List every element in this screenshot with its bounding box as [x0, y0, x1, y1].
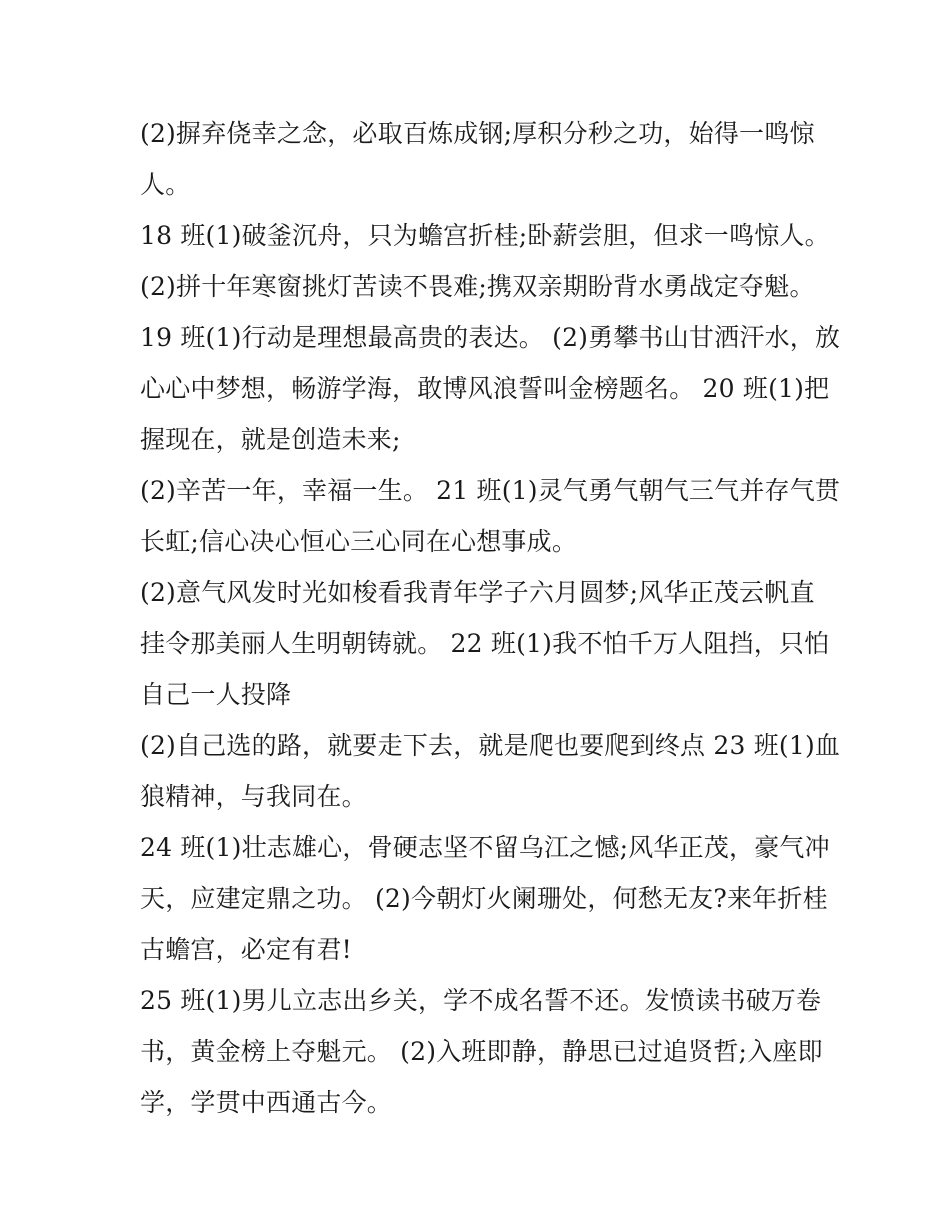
- text-line: 心心中梦想，畅游学海，敢博风浪誓叫金榜题名。 20 班(1)把: [140, 374, 830, 403]
- text-line: 挂令那美丽人生明朝铸就。 22 班(1)我不怕千万人阻挡，只怕: [140, 629, 830, 658]
- text-line: 握现在，就是创造未来;: [140, 425, 401, 454]
- text-line: 天，应建定鼎之功。 (2)今朝灯火阑珊处，何愁无友?来年折桂: [140, 884, 828, 913]
- text-line: (2)自己选的路，就要走下去，就是爬也要爬到终点 23 班(1)血: [140, 731, 841, 760]
- text-line: (2)拼十年寒窗挑灯苦读不畏难;携双亲期盼背水勇战定夺魁。: [140, 272, 815, 301]
- text-line: 书，黄金榜上夺魁元。 (2)入班即静，静思已过追贤哲;入座即: [140, 1037, 823, 1066]
- text-line: 古蟾宫，必定有君!: [140, 935, 352, 964]
- text-line: 狼精神，与我同在。: [140, 782, 367, 811]
- text-line: 18 班(1)破釜沉舟，只为蟾宫折桂;卧薪尝胆，但求一鸣惊人。: [140, 221, 830, 250]
- text-line: 25 班(1)男儿立志出乡关，学不成名誓不还。发愤读书破万卷: [140, 986, 822, 1015]
- document-body: [140, 108, 841, 1128]
- text-line: 自己一人投降: [140, 680, 292, 709]
- text-line: 人。: [140, 170, 191, 199]
- text-line: 学，学贯中西通古今。: [140, 1088, 393, 1117]
- text-line: (2)摒弃侥幸之念，必取百炼成钢;厚积分秒之功，始得一鸣惊: [140, 119, 815, 148]
- text-line: (2)意气风发时光如梭看我青年学子六月圆梦;风华正茂云帆直: [140, 578, 815, 607]
- text-line: 19 班(1)行动是理想最高贵的表达。 (2)勇攀书山甘洒汗水，放: [140, 323, 841, 352]
- text-line: 长虹;信心决心恒心三心同在心想事成。: [140, 527, 578, 556]
- text-line: 24 班(1)壮志雄心，骨硬志坚不留乌江之憾;风华正茂，豪气冲: [140, 833, 830, 862]
- text-line: (2)辛苦一年，幸福一生。 21 班(1)灵气勇气朝气三气并存气贯: [140, 476, 841, 505]
